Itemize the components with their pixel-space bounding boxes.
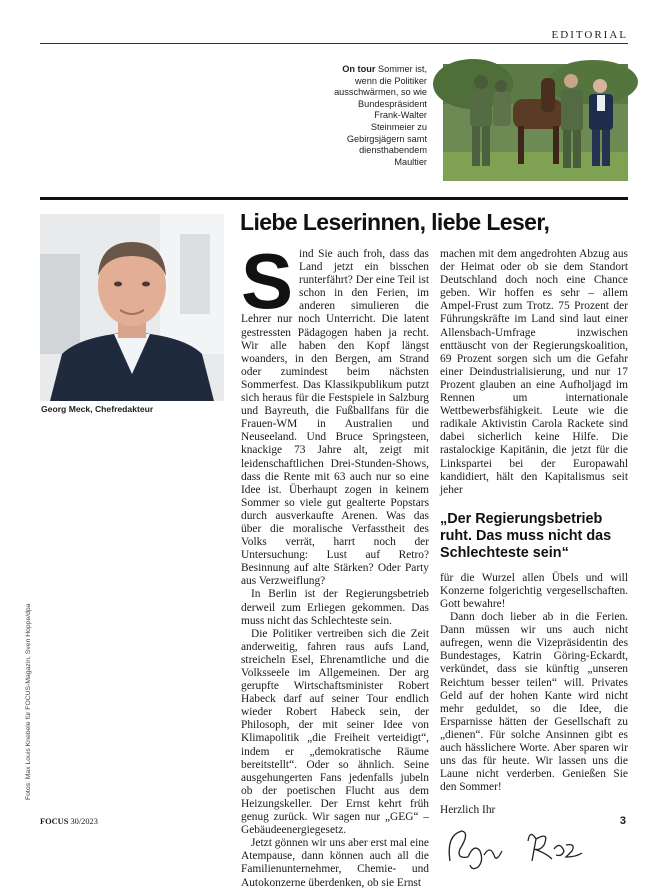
paragraph-3: Die Politiker vertreiben sich die Zeit anderweitig, fahren raus aufs Land, streicheln Esel, Ehrenamtliche und die Volksseele im Allgemeinen. Der arg gerupfte Wirtschaftsminister Robert Habeck darf auf seiner Tour endlich wieder Robert Habeck sein, der Philosoph, der mit seiner Idee von Klimapolitik „die Freiheit verteidigt“, indem er „demokratische Räume bereitstellt“. Oder so ähnlich. Seine ausgehungerten Fans jedenfalls jubeln ob der poetischen Flucht aus dem Heizungskeller. Der Ernst kehrt früh genug zurück. Wir sagen nur „GEG“ – Gebäudeenergiegesetz. [241, 627, 429, 837]
georg-meck-photo [40, 214, 224, 401]
paragraph-1-text: ind Sie auch froh, dass das Land jetzt ein bisschen runterfährt? Der eine Teil ist schon in den Ferien, im anderen simulieren die Lehrer nur noch Unterricht. Die latent gestressten Pädagogen haben ja recht. Wir alle haben den Kopf längst woanders, in den Bergen, am Strand oder zumindest beim nächsten Sommerfest. Das Klassikpublikum putzt sich heraus für die Festspiele in Salzburg und Bayreuth, die Fußballfans für die Frauen-WM in Australien und Neuseeland. Und Bruce Springsteen, knackige 73 Jahre alt, zeigt mit leidenschaftlichen Drei-Stunden-Shows, dass die Rente mit 63 auch nur so eine Idee ist. Überhaupt zogen in keinem Sommer so viele gut gealterte Popstars durch ausverkaufte Arenen. Was das über die moralische Verfasstheit des Volks verrät, harrt noch der Untersuchung: Lust auf Retro? Besinnung auf alte Stärken? Oder Party aus Verzweiflung? [241, 248, 429, 588]
magazine-name: FOCUS [40, 817, 69, 826]
paragraph-7: Dann doch lieber ab in die Ferien. Dann müssen wir uns auch nicht aufregen, wenn die Vizepräsidentin des Bundestages, Katrin Göring-Eckardt, verkündet, dass sie künftig „unseren Reichtum besser teilen“ will. Privates Geld auf der hohen Kante wird nicht mehr geduldet, so die Idee, die Ersparnisse hätten der Gesellschaft zu „dienen“. Für solche Ansinnen gibt es auch hässlichere Worte. Aber sparen wir uns das für heute. Wir lassen uns die Laune nicht verderben. Genießen Sie den Sommer! [440, 611, 628, 794]
caption-text: Sommer ist, wenn die Politiker ausschwärmen, so wie Bundespräsident Frank-Walter Steinmeier zu Gebirgsjägern samt diensthabendem Maultier [334, 64, 427, 167]
top-photo [443, 64, 628, 181]
caption-bold: On tour [342, 64, 376, 74]
drop-cap: S [241, 237, 294, 325]
paragraph-2: In Berlin ist der Regierungsbetrieb derweil zum Erliegen gekommen. Das muss nicht das Schlechteste sein. [241, 588, 429, 627]
section-divider [40, 197, 628, 200]
pull-quote: „Der Regierungsbetrieb ruht. Das muss nicht das Schlechteste sein“ [440, 510, 612, 561]
paragraph-1 [241, 237, 429, 588]
article-column-1 [241, 237, 429, 890]
photo-credit: Fotos: Max Louis Knebele für FOCUS-Magazin, Sven Hoppe/dpa [25, 603, 32, 800]
steinmeier-mule-photo [443, 64, 628, 181]
footer-issue [40, 817, 98, 826]
paragraph-4: Jetzt gönnen wir uns aber erst mal eine Atempause, dann können auch all die Familienunternehmer, Chemie- und Autokonzerne überdenken, ob sie Ernst [241, 837, 429, 889]
paragraph-5: machen mit dem angedrohten Abzug aus der Heimat oder ob sie dem Standort Deutschland doch noch eine Chance geben. Wir hoffen es sehr – allem Ampel-Frust zum Trotz. 75 Prozent der Führungskräfte im Land sind laut einer Allensbach-Umfrage inzwischen enttäuscht von der Regierungskoalition, 69 Prozent sorgen sich um die Gefahr einer Deindustrialisierung, und nur 17 Prozent glauben an eine Aufholjagd im Rennen um internationale Wettbewerbsfähigkeit. Leute wie die radikale Aktivistin Carola Rackete sind dabei sicherlich keine Hilfe. Die rastalockige Kapitänin, die jetzt für die Linkspartei bei der Europawahl kandidiert, hält den Kapitalismus seit jeher [440, 248, 628, 496]
article-column-2 [440, 248, 628, 873]
portrait-caption: Georg Meck, Chefredakteur [41, 404, 154, 414]
section-label: EDITORIAL [551, 29, 628, 41]
article-headline: Liebe Leserinnen, liebe Leser, [240, 209, 550, 235]
photo-caption [330, 64, 427, 168]
handwritten-signature [440, 821, 590, 873]
author-portrait [40, 214, 224, 401]
paragraph-6: für die Wurzel allen Übels und will Konzerne folgerichtig vergesellschaften. Gott bewahre! [440, 571, 628, 610]
page-number: 3 [619, 815, 626, 827]
top-rule [40, 43, 628, 44]
sign-off: Herzlich Ihr [440, 804, 496, 817]
issue-number: 30/2023 [70, 817, 98, 826]
